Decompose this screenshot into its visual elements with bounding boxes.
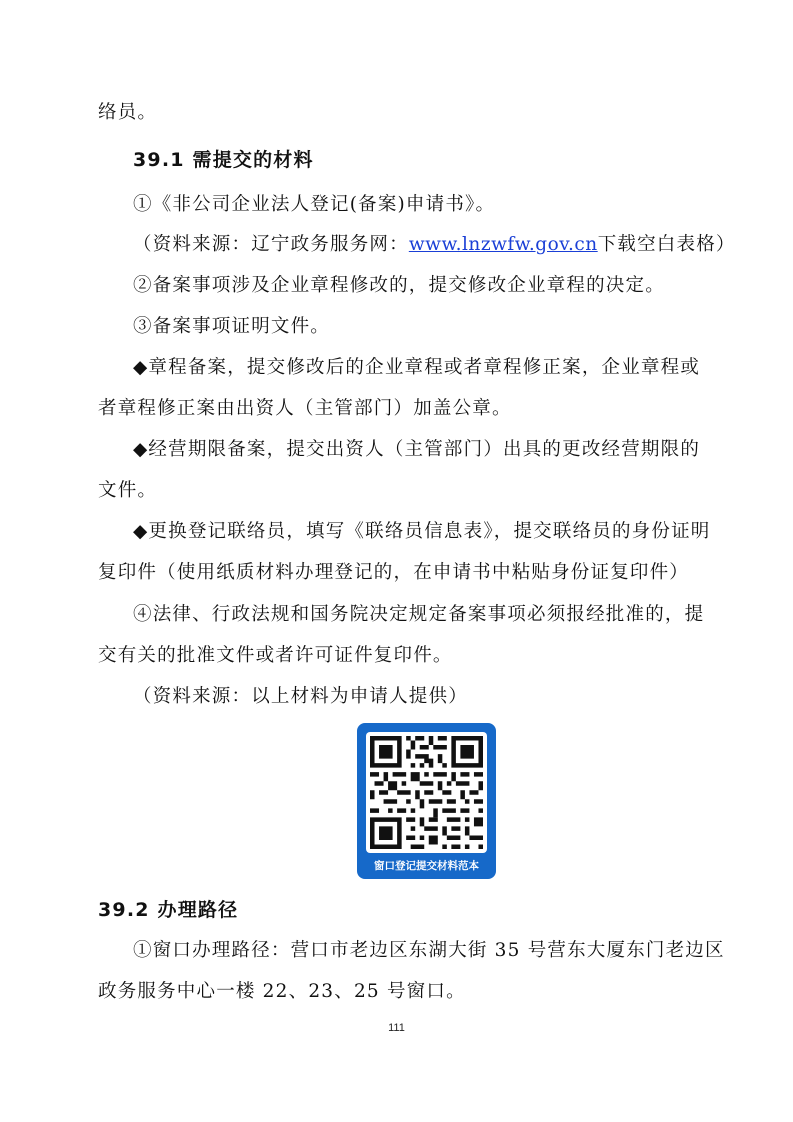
source-line	[133, 233, 753, 257]
text-line: ◆经营期限备案，提交出资人（主管部门）出具的更改经营期限的	[133, 439, 701, 460]
qr-code[interactable]	[366, 732, 487, 853]
text-line: 文件。	[98, 480, 158, 501]
text-line: 交有关的批准文件或者许可证件复印件。	[98, 645, 453, 666]
text-line: 复印件（使用纸质材料办理登记的，在申请书中粘贴身份证复印件）	[98, 562, 690, 583]
section-heading-39-1: 39.1 需提交的材料	[133, 149, 314, 171]
text-line: ④法律、行政法规和国务院决定规定备案事项必须报经批准的，提	[133, 604, 705, 625]
text-line: ①窗口办理路径：营口市老边区东湖大街 35 号营东大厦东门老边区	[133, 940, 725, 961]
text-line: ◆更换登记联络员，填写《联络员信息表》，提交联络员的身份证明	[133, 521, 711, 542]
text-line: 者章程修正案由出资人（主管部门）加盖公章。	[98, 398, 512, 419]
website-link[interactable]: www.lnzwfw.gov.cn	[408, 234, 598, 255]
text-line: ③备案事项证明文件。	[133, 316, 331, 337]
text-line: ②备案事项涉及企业章程修改的，提交修改企业章程的决定。	[133, 275, 665, 296]
qr-code-card[interactable]	[357, 723, 496, 879]
text-line: ①《非公司企业法人登记(备案)申请书》。	[133, 194, 496, 215]
text-line: ◆章程备案，提交修改后的企业章程或者章程修正案，企业章程或	[133, 357, 701, 378]
qr-code-icon	[370, 736, 483, 849]
text-line: 政务服务中心一楼 22、23、25 号窗口。	[98, 981, 466, 1002]
qr-caption: 窗口登记提交材料范本	[374, 860, 479, 872]
text-line: （资料来源：以上材料为申请人提供）	[133, 686, 468, 707]
section-heading-39-2: 39.2 办理路径	[98, 899, 239, 921]
page-number: 111	[388, 1022, 405, 1034]
text-line: 络员。	[98, 102, 158, 123]
text-fragment: 下载空白表格）	[597, 234, 736, 255]
text-fragment: （资料来源：辽宁政务服务网：	[133, 234, 409, 255]
